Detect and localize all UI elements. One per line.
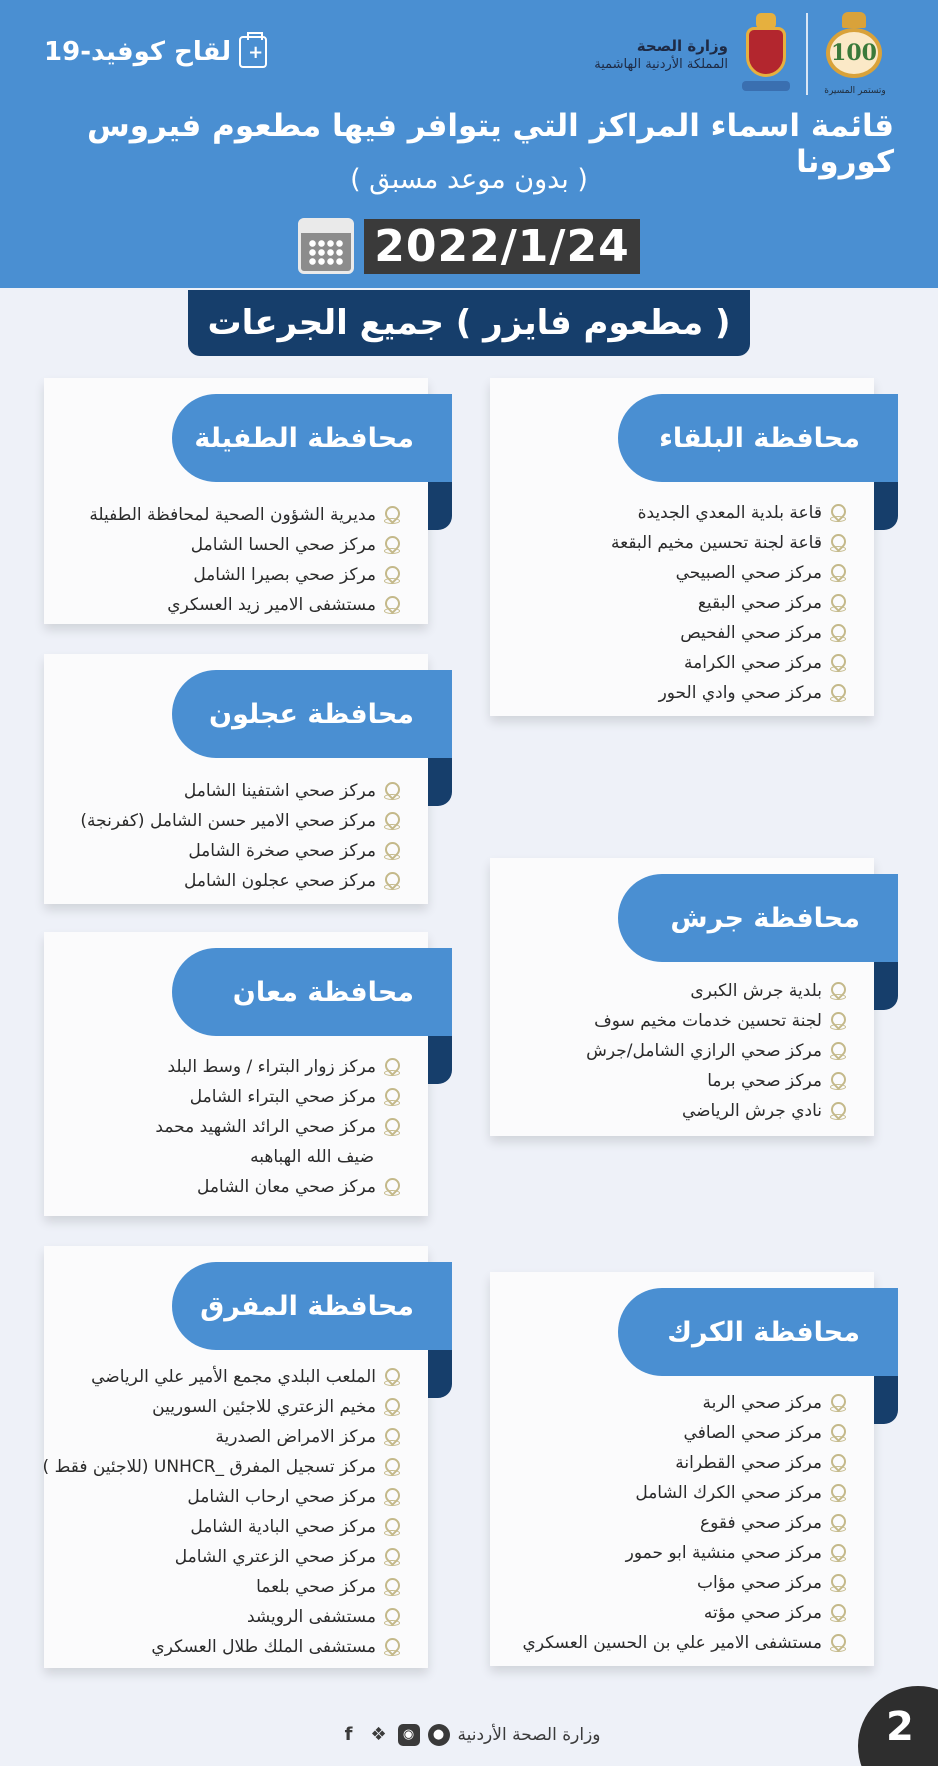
location-pin-icon xyxy=(830,1514,844,1532)
list-item: مستشفى الرويشد xyxy=(43,1602,398,1632)
list-item: مركز صحي البادية الشامل xyxy=(43,1512,398,1542)
ribbon-fold xyxy=(428,482,452,530)
location-pin-icon xyxy=(384,596,398,614)
center-list xyxy=(586,976,844,1126)
list-item: مركز صحي منشية ابو حمور xyxy=(523,1538,844,1568)
location-pin-icon xyxy=(384,506,398,524)
card-title: محافظة جرش xyxy=(618,874,898,962)
center-list xyxy=(523,1388,844,1658)
card-title: محافظة معان xyxy=(172,948,452,1036)
list-item: مركز صحي الحسا الشامل xyxy=(89,530,398,560)
list-item: مركز صحي بصيرا الشامل xyxy=(89,560,398,590)
card-title: محافظة الطفيلة xyxy=(172,394,452,482)
ribbon-fold xyxy=(428,1036,452,1084)
centennial-emblem xyxy=(820,12,890,96)
location-pin-icon xyxy=(830,1634,844,1652)
list-item: مركز صحي ارحاب الشامل xyxy=(43,1482,398,1512)
card-title: محافظة الكرك xyxy=(618,1288,898,1376)
list-item: مركز صحي اشتفينا الشامل xyxy=(80,776,398,806)
list-item: مستشفى الامير علي بن الحسين العسكري xyxy=(523,1628,844,1658)
list-item: مركز صحي مؤته xyxy=(523,1598,844,1628)
location-pin-icon xyxy=(830,654,844,672)
list-item: مركز صحي الكرك الشامل xyxy=(523,1478,844,1508)
centennial-number: 100 xyxy=(826,28,882,78)
list-item: مركز صحي الامير حسن الشامل (كفرنجة) xyxy=(80,806,398,836)
location-pin-icon xyxy=(830,1424,844,1442)
location-pin-icon xyxy=(830,1072,844,1090)
list-item: الملعب البلدي مجمع الأمير علي الرياضي xyxy=(43,1362,398,1392)
list-item: مركز صحي الصبيحي xyxy=(611,558,844,588)
center-list xyxy=(89,500,398,620)
location-pin-icon xyxy=(384,842,398,860)
location-pin-icon xyxy=(830,1394,844,1412)
vaccine-label-text: لقاح كوفيد-19 xyxy=(44,37,232,67)
page-subtitle: ( بدون موعد مسبق ) xyxy=(350,164,588,195)
list-item: مستشفى الامير زيد العسكري xyxy=(89,590,398,620)
list-item: مركز صحي بلعما xyxy=(43,1572,398,1602)
card-jerash xyxy=(490,858,874,1136)
card-maan xyxy=(44,932,428,1216)
calendar-icon xyxy=(298,218,354,274)
list-item: مستشفى الملك طلال العسكري xyxy=(43,1632,398,1662)
list-item: مديرية الشؤون الصحية لمحافظة الطفيلة xyxy=(89,500,398,530)
location-pin-icon xyxy=(384,812,398,830)
center-list xyxy=(80,776,398,896)
location-pin-icon xyxy=(384,1118,398,1136)
facebook-icon[interactable]: f xyxy=(344,1724,353,1745)
location-pin-icon xyxy=(830,1604,844,1622)
page-title: قائمة اسماء المراكز التي يتوافر فيها مطعوم فيروس كورونا xyxy=(87,108,894,180)
center-list xyxy=(155,1052,398,1202)
location-pin-icon xyxy=(830,1012,844,1030)
location-pin-icon xyxy=(830,624,844,642)
list-item: مركز الامراض الصدرية xyxy=(43,1422,398,1452)
list-item: مركز صحي الزعتري الشامل xyxy=(43,1542,398,1572)
date-row xyxy=(0,218,938,274)
list-item: مركز صحي مؤاب xyxy=(523,1568,844,1598)
location-pin-icon xyxy=(384,1368,398,1386)
ribbon-fold xyxy=(874,962,898,1010)
location-pin-icon xyxy=(830,504,844,522)
date-label: 2022/1/24 xyxy=(364,219,639,274)
instagram-icon[interactable]: ◉ xyxy=(398,1724,420,1746)
location-pin-icon xyxy=(384,1488,398,1506)
globe-icon[interactable]: ● xyxy=(428,1724,450,1746)
list-item: مركز صحي فقوع xyxy=(523,1508,844,1538)
location-pin-icon xyxy=(830,564,844,582)
logo-divider xyxy=(806,13,808,95)
page-number: 2 xyxy=(858,1686,938,1766)
location-pin-icon xyxy=(830,1544,844,1562)
logo-area xyxy=(594,12,890,96)
ministry-name: وزارة الصحة xyxy=(636,36,728,55)
centennial-motto: وتستمر المسيرة xyxy=(824,86,886,96)
location-pin-icon xyxy=(830,684,844,702)
footer xyxy=(0,1720,938,1750)
card-balqa xyxy=(490,378,874,716)
center-list xyxy=(611,498,844,708)
list-item: مركز صحي برما xyxy=(586,1066,844,1096)
list-item: لجنة تحسين خدمات مخيم سوف xyxy=(586,1006,844,1036)
location-pin-icon xyxy=(384,1638,398,1656)
list-item: مركز صحي البقيع xyxy=(611,588,844,618)
location-pin-icon xyxy=(384,1578,398,1596)
list-item: مركز تسجيل المفرق _UNHCR (للاجئين فقط ) xyxy=(43,1452,398,1482)
twitter-icon[interactable]: ❖ xyxy=(370,1724,387,1745)
list-item: مركز صحي الفحيص xyxy=(611,618,844,648)
list-item: نادي جرش الرياضي xyxy=(586,1096,844,1126)
list-item: مركز صحي الكرامة xyxy=(611,648,844,678)
location-pin-icon xyxy=(830,534,844,552)
location-pin-icon xyxy=(384,1608,398,1626)
list-item: بلدية جرش الكبرى xyxy=(586,976,844,1006)
list-item: مركز صحي عجلون الشامل xyxy=(80,866,398,896)
list-item: مركز صحي الصافي xyxy=(523,1418,844,1448)
location-pin-icon xyxy=(384,1398,398,1416)
location-pin-icon xyxy=(384,1088,398,1106)
card-title: محافظة البلقاء xyxy=(618,394,898,482)
card-ajloun xyxy=(44,654,428,904)
location-pin-icon xyxy=(830,1102,844,1120)
location-pin-icon xyxy=(384,1058,398,1076)
ribbon-fold xyxy=(874,482,898,530)
location-pin-icon xyxy=(830,982,844,1000)
vaccine-type-banner: ( مطعوم فايزر ) جميع الجرعات xyxy=(188,290,750,356)
location-pin-icon xyxy=(830,1042,844,1060)
list-item: مخيم الزعتري للاجئين السوريين xyxy=(43,1392,398,1422)
card-karak xyxy=(490,1272,874,1666)
location-pin-icon xyxy=(384,782,398,800)
crown-icon xyxy=(842,12,866,28)
location-pin-icon xyxy=(384,1518,398,1536)
card-title: محافظة المفرق xyxy=(172,1262,452,1350)
vaccine-label xyxy=(44,36,267,68)
location-pin-icon xyxy=(384,1428,398,1446)
center-list xyxy=(43,1362,398,1662)
list-item: قاعة بلدية المعدي الجديدة xyxy=(611,498,844,528)
list-item: مركز صحي الرازي الشامل/جرش xyxy=(586,1036,844,1066)
ribbon-fold xyxy=(428,1350,452,1398)
footer-ministry-text: وزارة الصحة الأردنية xyxy=(457,1725,601,1745)
list-item: مركز صحي الربة xyxy=(523,1388,844,1418)
kingdom-name: المملكة الأردنية الهاشمية xyxy=(594,56,728,72)
list-item: مركز زوار البتراء / وسط البلد xyxy=(155,1052,398,1082)
ribbon-fold xyxy=(428,758,452,806)
list-item: مركز صحي الرائد الشهيد محمد xyxy=(155,1112,398,1142)
location-pin-icon xyxy=(384,566,398,584)
list-item: مركز صحي صخرة الشامل xyxy=(80,836,398,866)
card-mafraq xyxy=(44,1246,428,1668)
list-item: قاعة لجنة تحسين مخيم البقعة xyxy=(611,528,844,558)
coat-of-arms-icon xyxy=(738,13,794,95)
location-pin-icon xyxy=(384,1458,398,1476)
location-pin-icon xyxy=(384,1178,398,1196)
ribbon-fold xyxy=(874,1376,898,1424)
header xyxy=(0,0,938,288)
location-pin-icon xyxy=(384,872,398,890)
location-pin-icon xyxy=(830,1574,844,1592)
vaccine-vial-icon xyxy=(239,36,267,68)
list-item-continuation: ضيف الله الهباهبه xyxy=(250,1147,374,1167)
list-item: مركز صحي وادي الحور xyxy=(611,678,844,708)
ministry-name-block xyxy=(594,37,728,72)
list-item: مركز صحي القطرانة xyxy=(523,1448,844,1478)
location-pin-icon xyxy=(384,1548,398,1566)
location-pin-icon xyxy=(830,594,844,612)
location-pin-icon xyxy=(384,536,398,554)
card-title: محافظة عجلون xyxy=(172,670,452,758)
card-tafilah xyxy=(44,378,428,624)
location-pin-icon xyxy=(830,1454,844,1472)
list-item: مركز صحي معان الشامل xyxy=(155,1172,398,1202)
location-pin-icon xyxy=(830,1484,844,1502)
list-item: مركز صحي البتراء الشامل xyxy=(155,1082,398,1112)
